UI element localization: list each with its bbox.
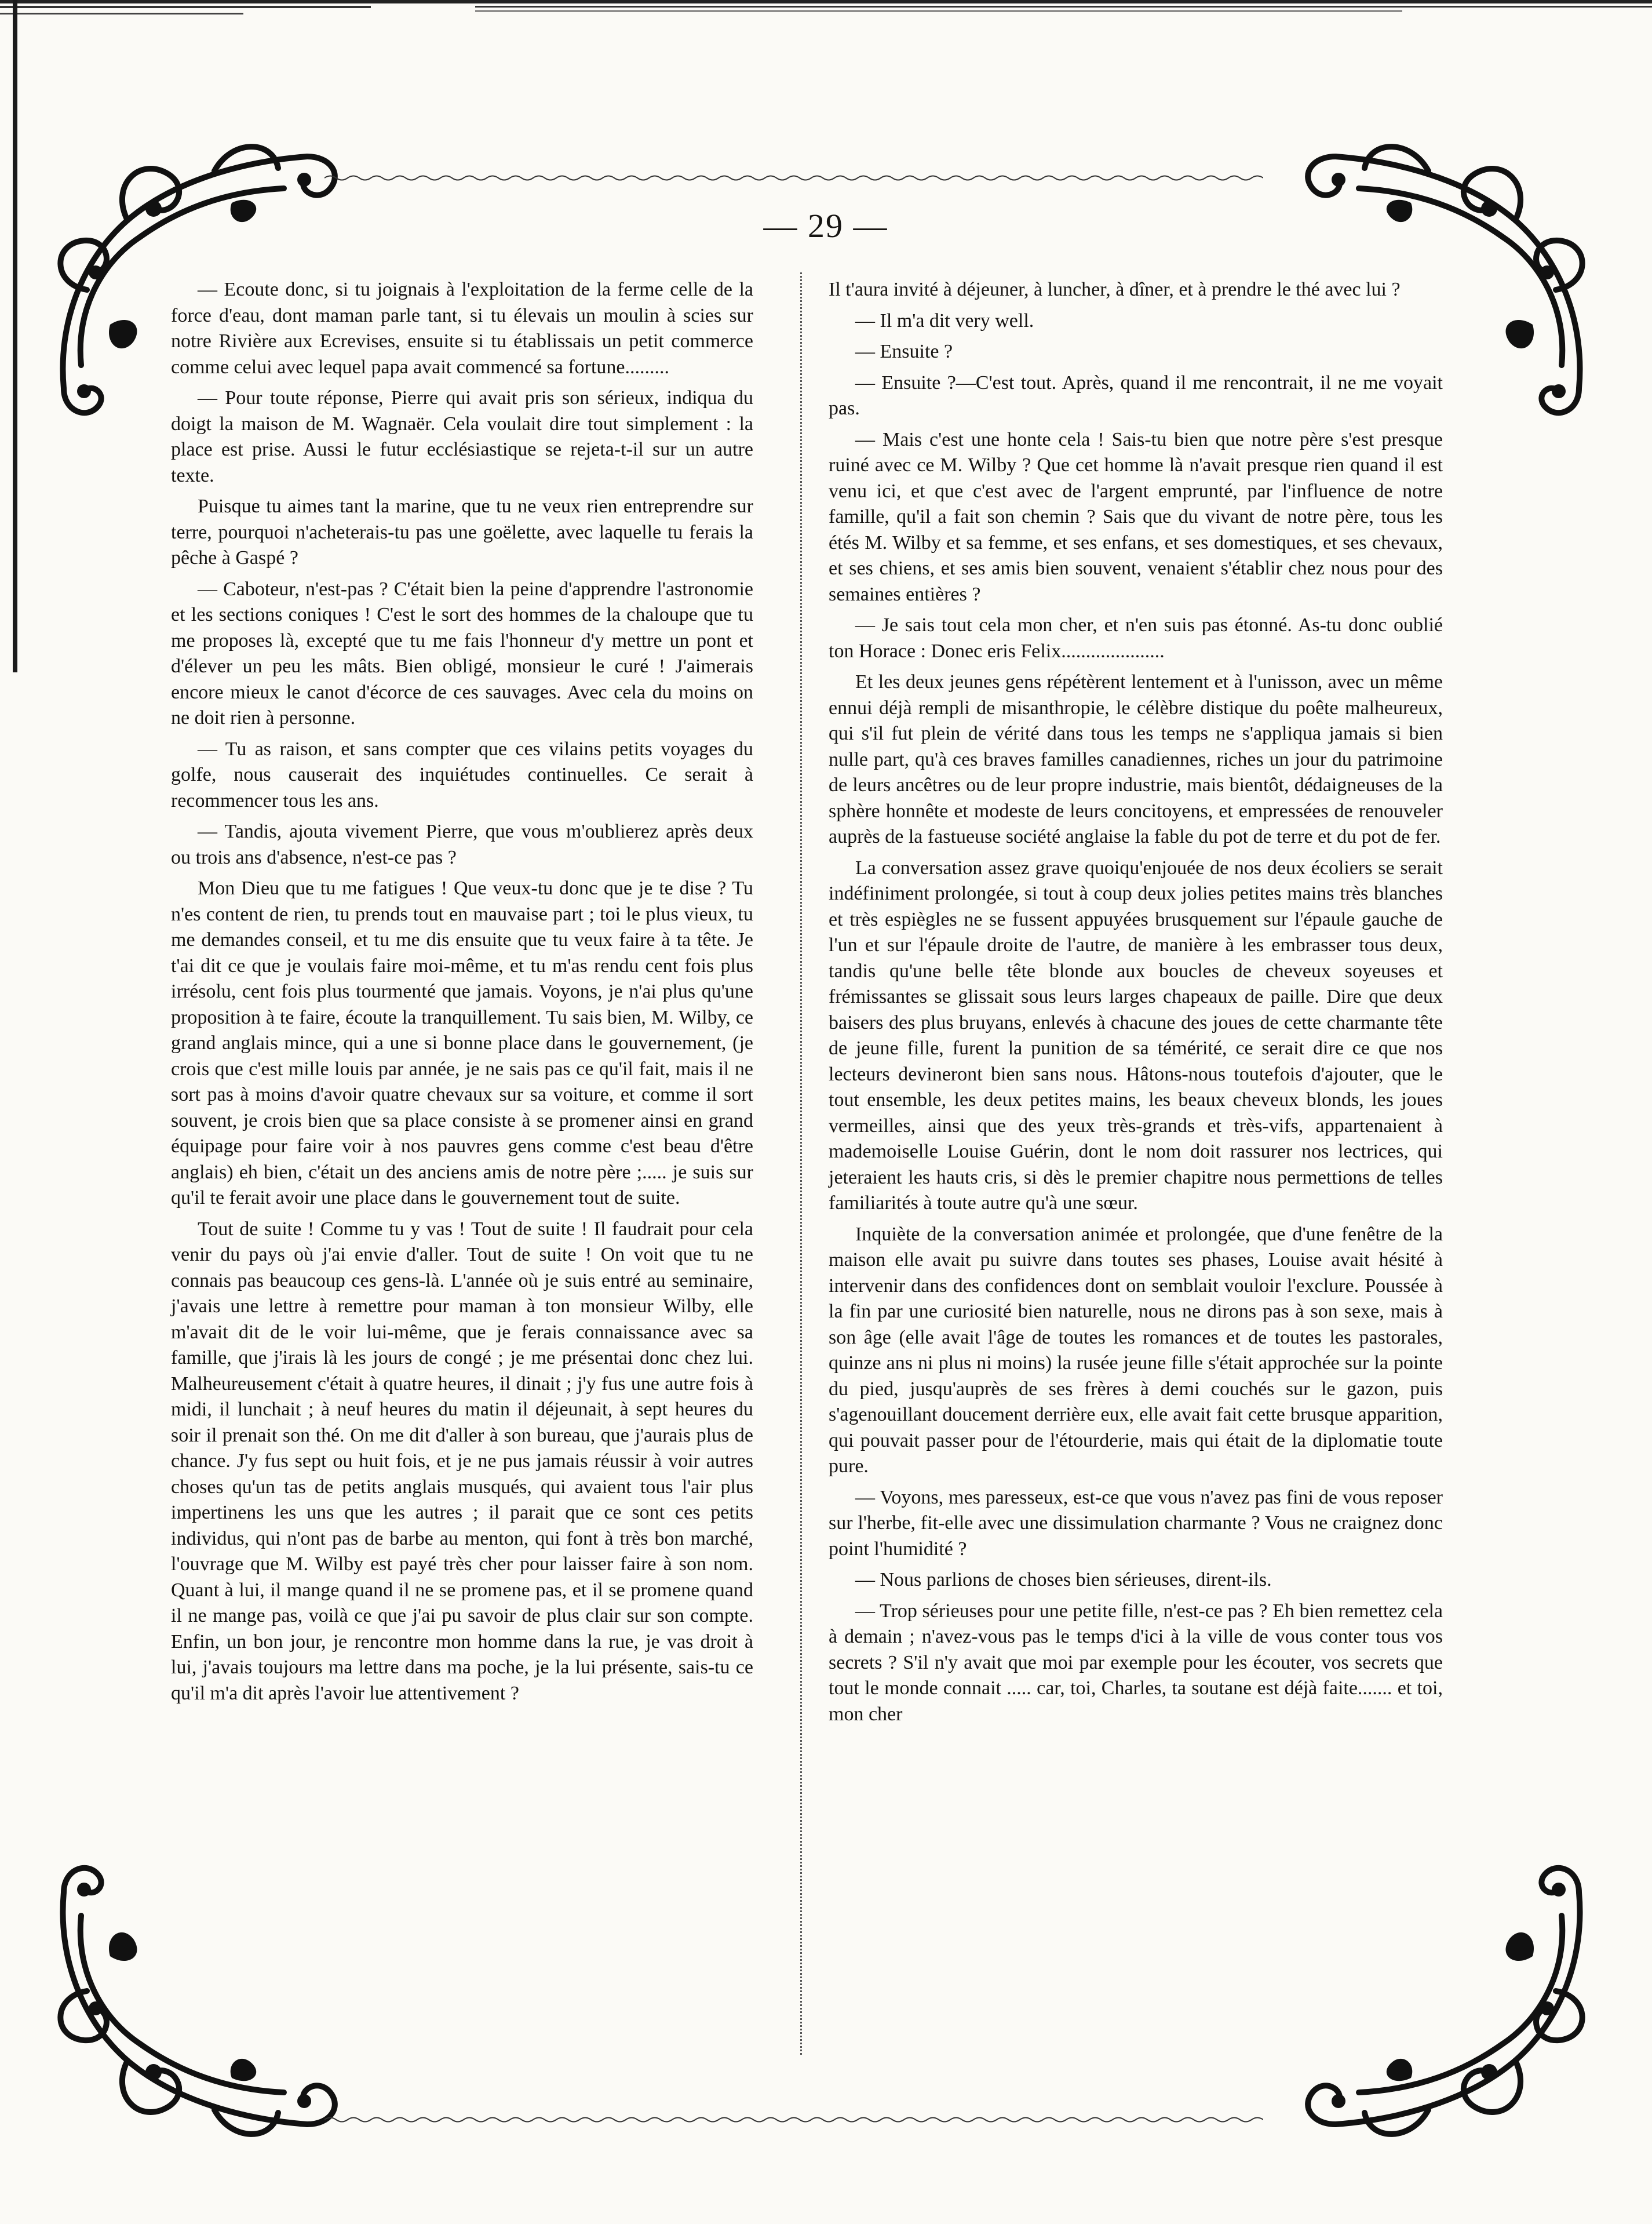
flourish-corner-icon: [41, 1852, 353, 2165]
paragraph: — Ensuite ?: [855, 341, 953, 362]
right-column: [829, 277, 1443, 1732]
paragraph: — Ecoute donc, si tu joignais à l'exploitation de la ferme celle de la force d'eau, dont maman parle tant, si tu élevais un moulin à scies sur notre Rivière aux Ecrevises, ensuite si tu établissais un petit commerce comme celui avec lequel papa avait commencé sa fortune.........: [171, 279, 753, 378]
flourish-corner-icon: [1289, 1852, 1602, 2165]
paragraph: — Voyons, mes paresseux, est-ce que vous n'avez pas fini de vous reposer sur l'herbe, fit-elle avec une dissimulation charmante ? Vous ne craignez donc point l'humidité ?: [829, 1486, 1443, 1560]
paragraph: Il t'aura invité à déjeuner, à luncher, à dîner, et à prendre le thé avec lui ?: [829, 279, 1401, 300]
paragraph: Tout de suite ! Comme tu y vas ! Tout de suite ! Il faudrait pour cela venir du pays où j'ai envie d'aller. Tout de suite ! On voit que tu ne connais pas beaucoup ces gens-là. L'année où je suis entré au seminaire, j'avais une lettre à remettre pour maman à ton monsieur Wilby, elle m'avait dit de le voir lui-même, que je ferais connaissance avec sa famille, que j'irais là les jours de congé ; je me présentai donc chez lui. Malheureusement c'était à quatre heures, il dinait ; j'y fus une autre fois à midi, il lunchait ; à neuf heures du matin il déjeunait, à sept heures du soir il prenait son thé. On me dit d'aller à son bureau, que j'aurais plus de chance. J'y fus sept ou huit fois, et je ne pus jamais réussir à voir autres choses qu'un tas de petits anglais musqués, qui avaient tous l'air plus impertinens les uns que les autres ; il parait que ce sont ces petits individus, qui n'ont pas de barbe au menton, qui font à très bon marché, l'ouvrage que M. Wilby est payé très cher pour laisser faire à son nom. Quant à lui, il mange quand il ne se promene pas, et il se promene quand il ne mange pas, voilà ce que j'ai pu savoir de plus clair sur son compte. Enfin, un bon jour, je rencontre mon homme dans la rue, je vas droit à lui, j'avais toujours ma lettre dans ma poche, je la lui présente, sais-tu ce qu'il m'a dit après l'avoir lue attentivement ?: [171, 1218, 753, 1704]
paragraph: — Trop sérieuses pour une petite fille, n'est-ce pas ? Eh bien remettez cela à demain ; n'avez-vous pas le temps d'ici à la ville de vous conter tous vos secrets ? S'il n'y avait que moi par exemple pour les écouter, vos secrets que tout le monde connait ..... car, toi, Charles, ta soutane est déjà faite....... et toi, mon cher: [829, 1600, 1443, 1725]
top-border-rule: [0, 0, 1652, 26]
paragraph: Puisque tu aimes tant la marine, que tu ne veux rien entreprendre sur terre, pourquoi n'acheterais-tu pas une goëlette, avec laquelle tu ferais la pêche à Gaspé ?: [171, 496, 753, 569]
paragraph: — Pour toute réponse, Pierre qui avait pris son sérieux, indiqua du doigt la maison de M. Wagnaër. Cela voulait dire tout simplement : la place est prise. Aussi le futur ecclésiastique se rejeta-t-il sur un autre texte.: [171, 387, 753, 486]
paragraph: — Il m'a dit very well.: [855, 310, 1034, 332]
paragraph: — Mais c'est une honte cela ! Sais-tu bien que notre père s'est presque ruiné avec ce M. Wilby ? Que cet homme là n'avait presque rien quand il est venu ici, et que c'est avec de l'argent emprunté, par l'influence de notre famille, qu'il a fait son chemin ? Sais que du vivant de notre père, tous les étés M. Wilby et sa femme, et ses enfans, et ses domestiques, et ses chevaux, et ses chiens, et ses amis bien souvent, venaient s'établir chez nous pour des semaines entières ?: [829, 428, 1443, 605]
paragraph: La conversation assez grave quoiqu'enjouée de nos deux écoliers se serait indéfiniment prolongée, si tout à coup deux jolies petites mains très blanches et très espiègles ne se fussent appuyées brusquement sur l'épaule gauche de l'un et sur l'épaule droite de l'autre, de manière à les embrasser tous deux, tandis qu'une belle tête blonde aux boucles de cheveux soyeuses et frémissantes se glissait sous leurs larges chapeaux de paille. Dire que deux baisers des plus bruyans, enlevés à chacune des joues de cette charmante tête de jeune fille, furent la punition de sa témérité, ce serait dire ce que nos lecteurs devineront bien sans nous. Hâtons-nous toutefois d'ajouter, que le tout ensemble, les deux petites mains, les beaux cheveux blonds, les joues vermeilles, ainsi que des yeux très-grands et très-vifs, appartenaient à mademoiselle Louise Guérin, dont le nom doit rassurer nos lectrices, qui jeteraient les hauts cris, si dès le premier chapitre nous permettions de telles familiarités à toute autre qu'à une sœur.: [829, 857, 1443, 1214]
paragraph: — Je sais tout cela mon cher, et n'en suis pas étonné. As-tu donc oublié ton Horace : Donec eris Felix.....................: [829, 614, 1443, 662]
frame-bottom-rule: [324, 2116, 1263, 2124]
paragraph: — Tandis, ajouta vivement Pierre, que vous m'oublierez après deux ou trois ans d'absence, n'est-ce pas ?: [171, 821, 753, 868]
paragraph: — Ensuite ?—C'est tout. Après, quand il me rencontrait, il ne me voyait pas.: [829, 372, 1443, 419]
left-column: [171, 277, 753, 1712]
paragraph: Inquiète de la conversation animée et prolongée, que d'une fenêtre de la maison elle avait pu suivre dans toutes ses phases, Louise avait hésité à intervenir dans des confidences dont on semblait vouloir l'exclure. Poussée à la fin par une curiosité bien naturelle, nous ne dirons pas à son sexe, mais à son âge (elle avait l'âge de toutes les romances et de toutes les pastorales, quinze ans ni plus ni moins) la rusée jeune fille s'était approchée sur la pointe du pied, jusqu'auprès de ses frères à demi couchés sur le gazon, puis s'agenouillant doucement derrière eux, elle avait fait cette brusque apparition, qui pouvait passer pour de l'étourderie, mais qui était de la diplomatie toute pure.: [829, 1223, 1443, 1477]
paragraph: — Tu as raison, et sans compter que ces vilains petits voyages du golfe, nous causerait des inquiétudes continuelles. Ce serait à recommencer tous les ans.: [171, 738, 753, 811]
column-divider: [800, 272, 802, 2055]
frame-top-rule: [324, 174, 1263, 182]
page-number: — 29 —: [763, 207, 888, 245]
paragraph: — Nous parlions de choses bien sérieuses, dirent-ils.: [855, 1569, 1272, 1590]
left-margin-rule: [13, 0, 17, 672]
paragraph: Mon Dieu que tu me fatigues ! Que veux-tu donc que je te dise ? Tu n'es content de rien, tu prends tout en mauvaise part ; toi le plus vieux, tu me demandes conseil, et tu me dis ensuite que tu veux faire à ta tête. Je t'ai dit ce que je voulais faire moi-même, et tu m'as rendu cent fois plus irrésolu, cent fois plus tourmenté que jamais. Voyons, je n'ai plus qu'une proposition à te faire, écoute la tranquillement. Tu sais bien, M. Wilby, ce grand anglais mince, qui a une si bonne place dans le gouvernement, (je crois que c'est mille louis par année, je ne sais pas ce qu'il fait, mais il ne sort pas à moins d'avoir quatre chevaux sur sa voiture, et comme il sort souvent, je crois bien que sa place consiste à se promener ainsi en grand équipage pour faire voir à nos pauvres gens comme c'est beau d'être anglais) eh bien, c'était un des anciens amis de notre père ;..... je suis sur qu'il te ferait avoir une place dans le gouvernement tout de suite.: [171, 878, 753, 1209]
paragraph: — Caboteur, n'est-pas ? C'était bien la peine d'apprendre l'astronomie et les sections coniques ! C'est le sort des hommes de la chaloupe que tu me proposes là, excepté que tu me fais l'honneur d'y mettre un pont et d'élever un peu les mâts. Bien obligé, monsieur le curé ! J'aimerais encore mieux le canot d'écorce de ces sauvages. Avec cela du moins on ne doit rien à personne.: [171, 578, 753, 729]
paragraph: Et les deux jeunes gens répétèrent lentement et à l'unisson, avec un même ennui déjà rempli de misanthropie, le célèbre distique du poête malheureux, qui s'il fut plein de vérité dans tous les temps ne s'appliqua jamais si bien nulle part, qu'à ces braves familles canadiennes, riches un jour du patrimoine de leurs ancêtres ou de leur propre industrie, mais bientôt, dédaigneuses de la sphère honnête et modeste de leurs concitoyens, et empressées de renouveler auprès de la fastueuse société anglaise la fable du pot de terre et du pot de fer.: [829, 671, 1443, 847]
